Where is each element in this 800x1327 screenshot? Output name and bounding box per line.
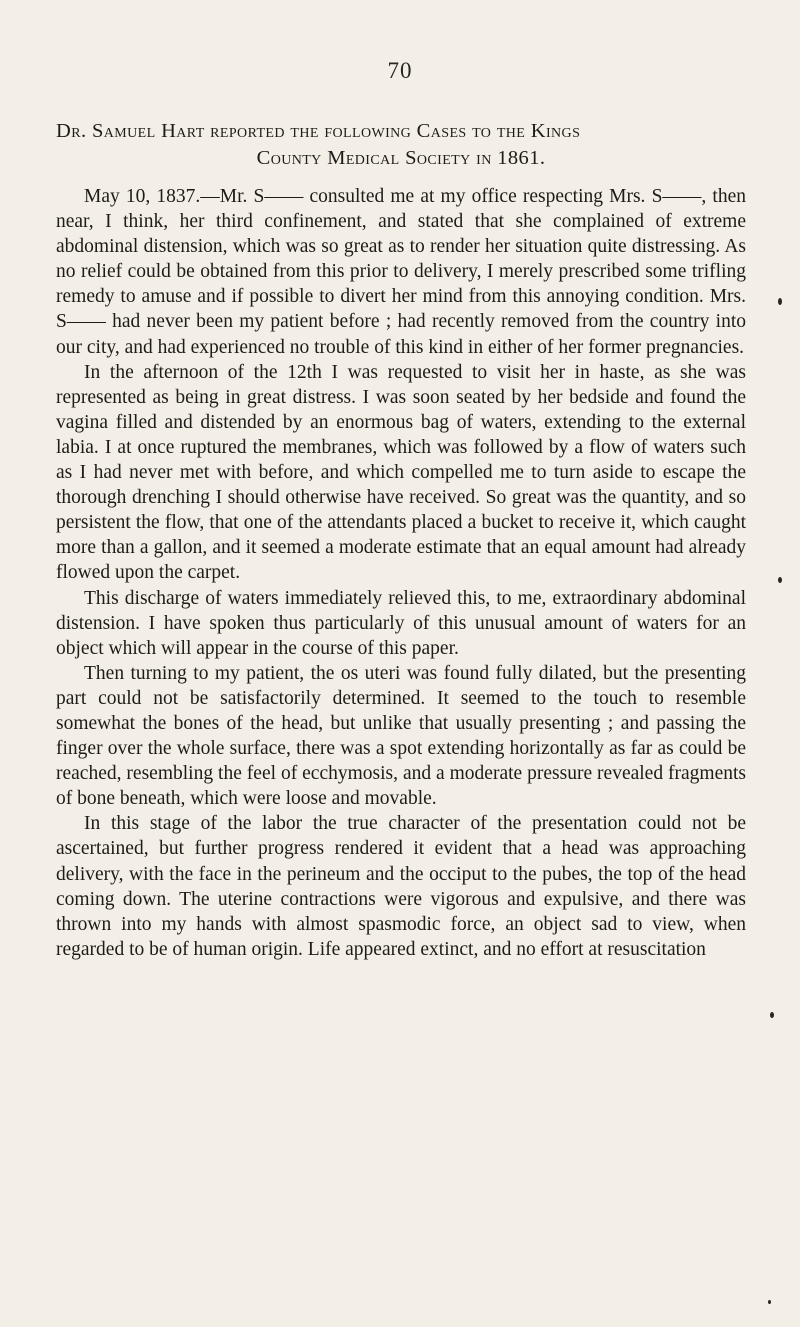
margin-speck xyxy=(770,1012,774,1018)
paragraph-3: This discharge of waters immediately relieved this, to me, extraordinary abdominal distension. I have spoken thus particularly of this unusual amount of waters for an object which will appear in the course of this paper. xyxy=(56,587,746,659)
page-number: 70 xyxy=(387,58,413,83)
section-heading xyxy=(56,118,746,172)
margin-speck xyxy=(768,1300,771,1304)
paragraph-2: In the afternoon of the 12th I was requested to visit her in haste, as she was represented as being in great distress. I was soon seated by her bedside and found the vagina filled and distended by an enormous bag of waters, extending to the external labia. I at once ruptured the membranes, which was followed by a flow of waters such as I had never met with before, and which compelled me to turn aside to escape the thorough drenching I should otherwise have received. So great was the quantity, and so persistent the flow, that one of the attendants placed a bucket to receive it, which caught more than a gallon, and it seemed a moderate estimate that an equal amount had already flowed upon the carpet. xyxy=(56,361,746,584)
paragraph-5: In this stage of the labor the true character of the presentation could not be ascertained, but further progress rendered it evident that a head was approaching delivery, with the face in the perineum and the occiput to the pubes, the top of the head coming down. The uterine contractions were vigorous and expulsive, and there was thrown into my hands with almost spasmodic force, an object sad to view, when regarded to be of human origin. Life appeared extinct, and no effort at resuscitation xyxy=(56,813,746,960)
body-text xyxy=(56,184,746,962)
section-heading-line-1: Dr. Samuel Hart reported the following Cases to the Kings xyxy=(56,120,581,142)
margin-speck xyxy=(778,298,782,305)
paragraph-1: May 10, 1837.—Mr. S—— consulted me at my office respecting Mrs. S——, then near, I think, her third confinement, and stated that she complained of extreme abdominal distension, which was so great as to render her situation quite distressing. As no relief could be obtained from this prior to delivery, I merely prescribed some trifling remedy to amuse and if possible to divert her mind from this annoying condition. Mrs. S—— had never been my patient before ; had recently removed from the country into our city, and had experienced no trouble of this kind in either of her former pregnancies. xyxy=(56,186,746,358)
margin-speck xyxy=(778,577,782,583)
paragraph-4: Then turning to my patient, the os uteri was found fully dilated, but the presenting part could not be satisfactorily determined. It seemed to the touch to resemble somewhat the bones of the head, but unlike that usually presenting ; and passing the finger over the whole surface, there was a spot extending horizontally as far as could be reached, resembling the feel of ecchymosis, and a moderate pressure revealed fragments of bone beneath, which were loose and movable. xyxy=(56,662,746,810)
section-heading-line-2: County Medical Society in 1861. xyxy=(256,147,546,169)
